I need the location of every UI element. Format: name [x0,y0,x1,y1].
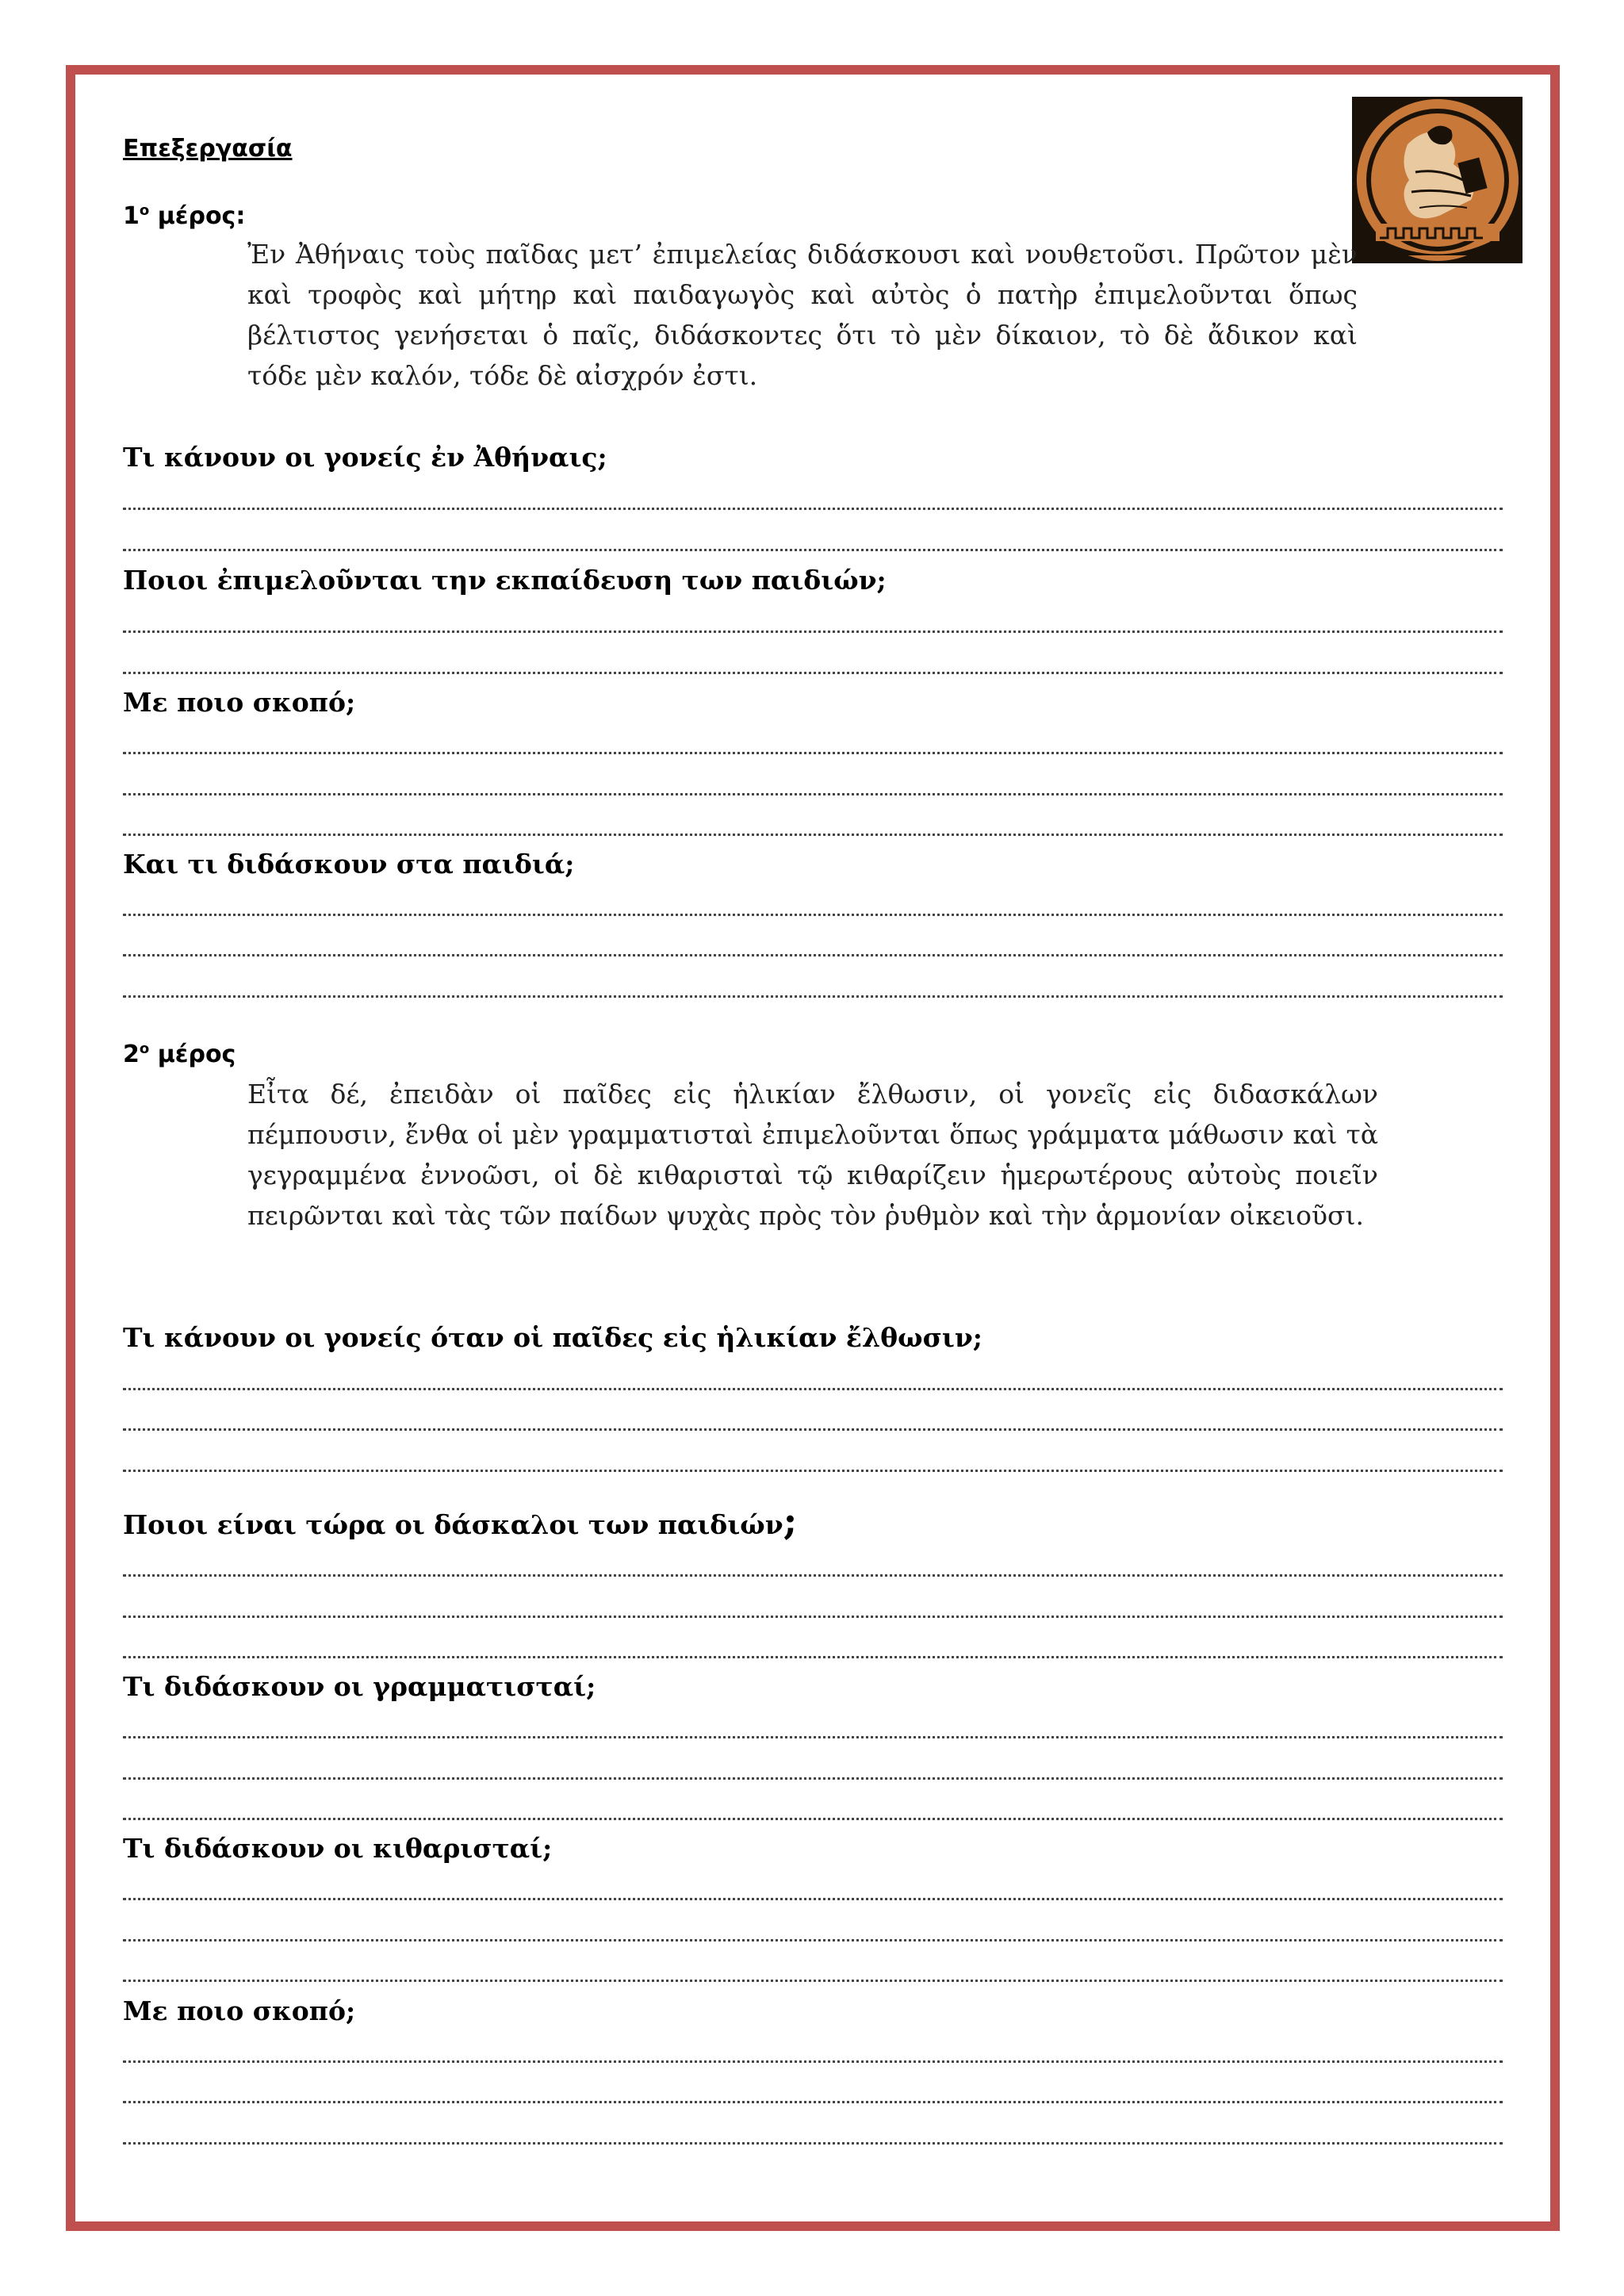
red-figure-vase-scribe-image [1352,97,1522,263]
part1-question-1: Τι κάνουν οι γονείς ἐν Ἀθήναις; [123,442,607,473]
answer-line[interactable] [123,1470,1503,1472]
part1-ordinal: ο [139,202,150,219]
vase-drawing [1352,97,1522,263]
answer-line[interactable] [123,1656,1503,1658]
part1-question-3: Με ποιο σκοπό; [123,687,356,718]
part2-question-5: Με ποιο σκοπό; [123,1995,356,2026]
part2-label [123,1041,236,1068]
answer-line[interactable] [123,2101,1503,2103]
answer-line[interactable] [123,1428,1503,1431]
part1-number: 1 [123,202,140,230]
part1-question-2: Ποιοι ἐπιμελοῦνται την εκπαίδευση των παιδιών; [123,565,887,596]
part1-label-text: μέρος: [149,202,246,230]
part2-label-text: μέρος [149,1041,236,1068]
answer-line[interactable] [123,549,1503,551]
answer-line[interactable] [123,752,1503,754]
answer-line[interactable] [123,1818,1503,1820]
part2-passage: Εἶτα δέ, ἐπειδὰν οἱ παῖδες εἰς ἡλικίαν ἔλθωσιν, οἱ γονεῖς εἰς διδασκάλων πέμπουσιν, ἔνθα οἱ μὲν γραμματισταὶ ἐπιμελοῦνται ὅπως γράμματα μάθωσιν καὶ τὰ γεγραμμένα ἐννοῶσι, οἱ δὲ κιθαρισταὶ τῷ κιθαρίζειν ἡμερωτέρους αὐτοὺς ποιεῖν πειρῶνται καὶ τὰς τῶν παίδων ψυχὰς πρὸς τὸν ῥυθμὸν καὶ τὴν ἁρμονίαν οἰκειοῦσι. [247,1079,1378,1231]
part2-question-3: Τι διδάσκουν οι γραμματισταί; [123,1671,596,1702]
answer-line[interactable] [123,954,1503,956]
answer-line[interactable] [123,1898,1503,1900]
answer-line[interactable] [123,1777,1503,1780]
part2-number: 2 [123,1041,140,1068]
part2-question-2 [123,1499,797,1543]
page-heading: Επεξεργασία [123,135,293,163]
answer-line[interactable] [123,793,1503,795]
part1-question-4: Και τι διδάσκουν στα παιδιά; [123,849,575,880]
answer-line[interactable] [123,2142,1503,2145]
answer-line[interactable] [123,508,1503,510]
answer-line[interactable] [123,995,1503,998]
question-mark: ; [783,1499,798,1543]
part2-question-2-text: Ποιοι είναι τώρα οι δάσκαλοι των παιδιών [123,1509,783,1540]
part1-passage: Ἐν Ἀθήναις τοὺς παῖδας μετ’ ἐπιμελείας διδάσκουσι καὶ νουθετοῦσι. Πρῶτον μὲν καὶ τροφὸς καὶ μήτηρ καὶ παιδαγωγὸς καὶ αὐτὸς ὁ πατὴρ ἐπιμελοῦνται ὅπως βέλτιστος γενήσεται ὁ παῖς, διδάσκοντες ὅτι τὸ μὲν δίκαιον, τὸ δὲ ἄδικον καὶ τόδε μὲν καλόν, τόδε δὲ αἰσχρόν ἐστι. [247,239,1358,391]
answer-line[interactable] [123,2060,1503,2063]
answer-line[interactable] [123,672,1503,674]
part2-question-1: Τι κάνουν οι γονείς όταν οἱ παῖδες εἰς ἡλικίαν ἔλθωσιν; [123,1322,982,1353]
answer-line[interactable] [123,1939,1503,1941]
answer-line[interactable] [123,1616,1503,1618]
answer-line[interactable] [123,1736,1503,1738]
answer-line[interactable] [123,834,1503,836]
answer-line[interactable] [123,1388,1503,1390]
answer-line[interactable] [123,631,1503,633]
answer-line[interactable] [123,1574,1503,1577]
part1-label [123,202,245,230]
part2-question-4: Τι διδάσκουν οι κιθαρισταί; [123,1833,553,1864]
answer-line[interactable] [123,1980,1503,1982]
part2-ordinal: ο [139,1041,150,1057]
answer-line[interactable] [123,914,1503,916]
